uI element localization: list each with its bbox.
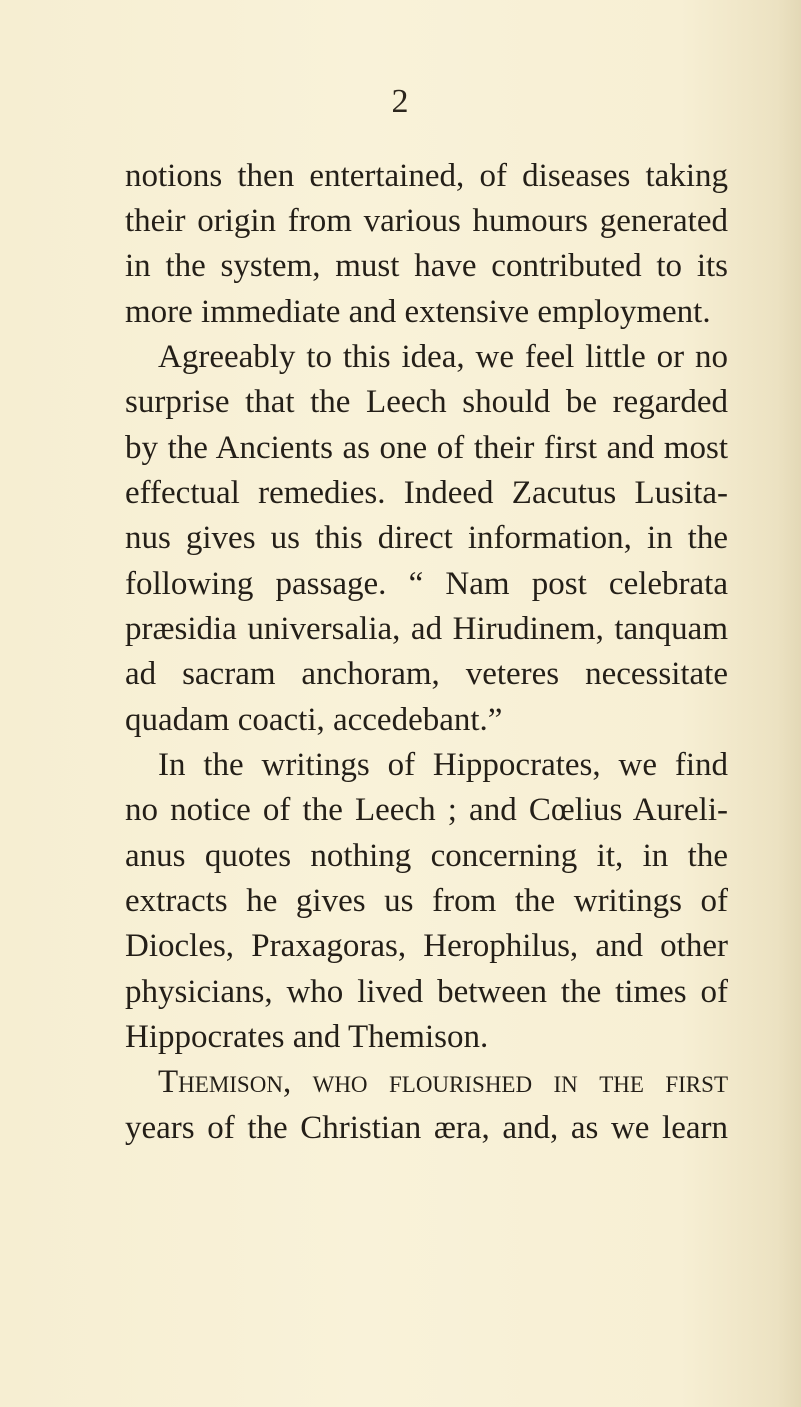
text-line: following passage. “ Nam post celebrata xyxy=(125,566,728,602)
text-line: no notice of the Leech ; and Cœlius Aureli- xyxy=(125,792,728,828)
text-line: Themison, who flourished in the first xyxy=(158,1064,728,1100)
text-line: in the system, must have contributed to its xyxy=(125,248,728,284)
text-line: quadam coacti, accedebant.” xyxy=(125,702,503,738)
text-line: In the writings of Hippocrates, we find xyxy=(158,747,728,783)
text-line: præsidia universalia, ad Hirudinem, tanquam xyxy=(125,611,728,647)
page-number: 2 xyxy=(391,83,409,120)
text-line: notions then entertained, of diseases taking xyxy=(125,158,728,194)
text-line: more immediate and extensive employment. xyxy=(125,294,711,330)
text-line: extracts he gives us from the writings of xyxy=(125,883,728,919)
text-line: Hippocrates and Themison. xyxy=(125,1019,489,1055)
text-line: effectual remedies. Indeed Zacutus Lusita- xyxy=(125,475,728,511)
text-line: physicians, who lived between the times of xyxy=(125,974,728,1010)
text-line: ad sacram anchoram, veteres necessitate xyxy=(125,656,728,692)
text-line: anus quotes nothing concerning it, in the xyxy=(125,838,728,874)
text-line: their origin from various humours generated xyxy=(125,203,728,239)
text-line: Diocles, Praxagoras, Herophilus, and other xyxy=(125,928,728,964)
text-line: years of the Christian æra, and, as we learn xyxy=(125,1110,728,1146)
text-line: nus gives us this direct information, in the xyxy=(125,520,728,556)
text-line: Agreeably to this idea, we feel little or no xyxy=(158,339,728,375)
text-line: surprise that the Leech should be regarded xyxy=(125,384,728,420)
text-line: by the Ancients as one of their first and most xyxy=(125,430,728,466)
